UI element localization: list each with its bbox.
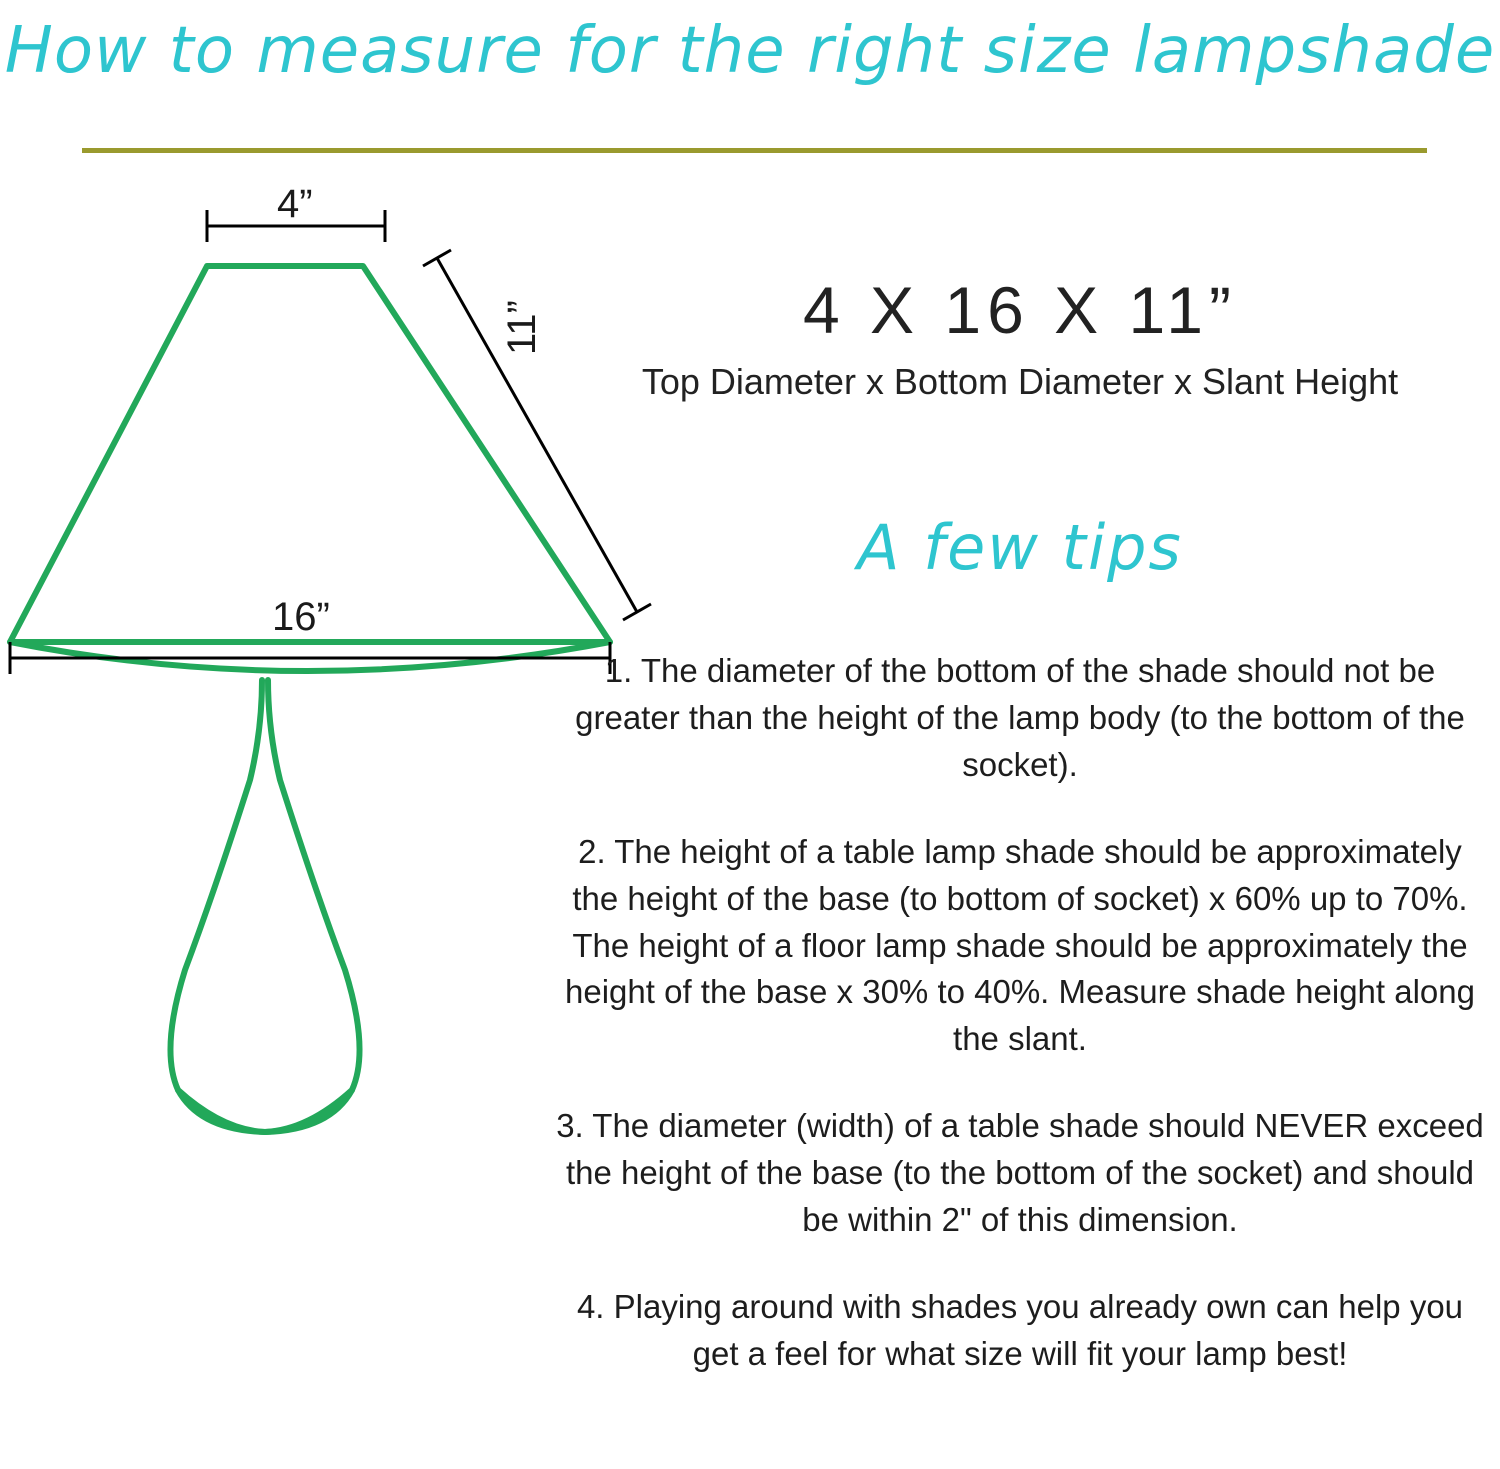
size-caption: Top Diameter x Bottom Diameter x Slant Height (641, 361, 1399, 403)
tips-title: A few tips (857, 511, 1183, 585)
list-item: 4. Playing around with shades you already own can help you get a feel for what size will fit your lamp best! (576, 1287, 1464, 1372)
top-diameter-label: 4” (277, 182, 313, 226)
list-item: 2. The height of a table lamp shade should be approximately the height of the base (to bottom of socket) x 60% up to 70%. The height of a floor lamp shade should be approximately the height of the base x 30% to 40%. Measure shade height along the slant. (565, 832, 1475, 1058)
header-divider (82, 148, 1427, 153)
page-title: How to measure for the right size lampshade (4, 14, 1496, 88)
info-panel (540, 273, 1500, 1417)
list-item: 3. The diameter (width) of a table shade should NEVER exceed the height of the base (to the bottom of the socket) and should be within 2" of this dimension. (556, 1107, 1484, 1238)
list-item: 1. The diameter of the bottom of the shade should not be greater than the height of the lamp body (to the bottom of the socket). (575, 652, 1465, 784)
bottom-diameter-label: 16” (272, 595, 330, 639)
size-headline: 4 X 16 X 11” (802, 273, 1237, 347)
tips-list (540, 648, 1500, 1377)
lamp-base-outline (170, 680, 359, 1132)
slant-height-label: 11” (500, 300, 544, 355)
